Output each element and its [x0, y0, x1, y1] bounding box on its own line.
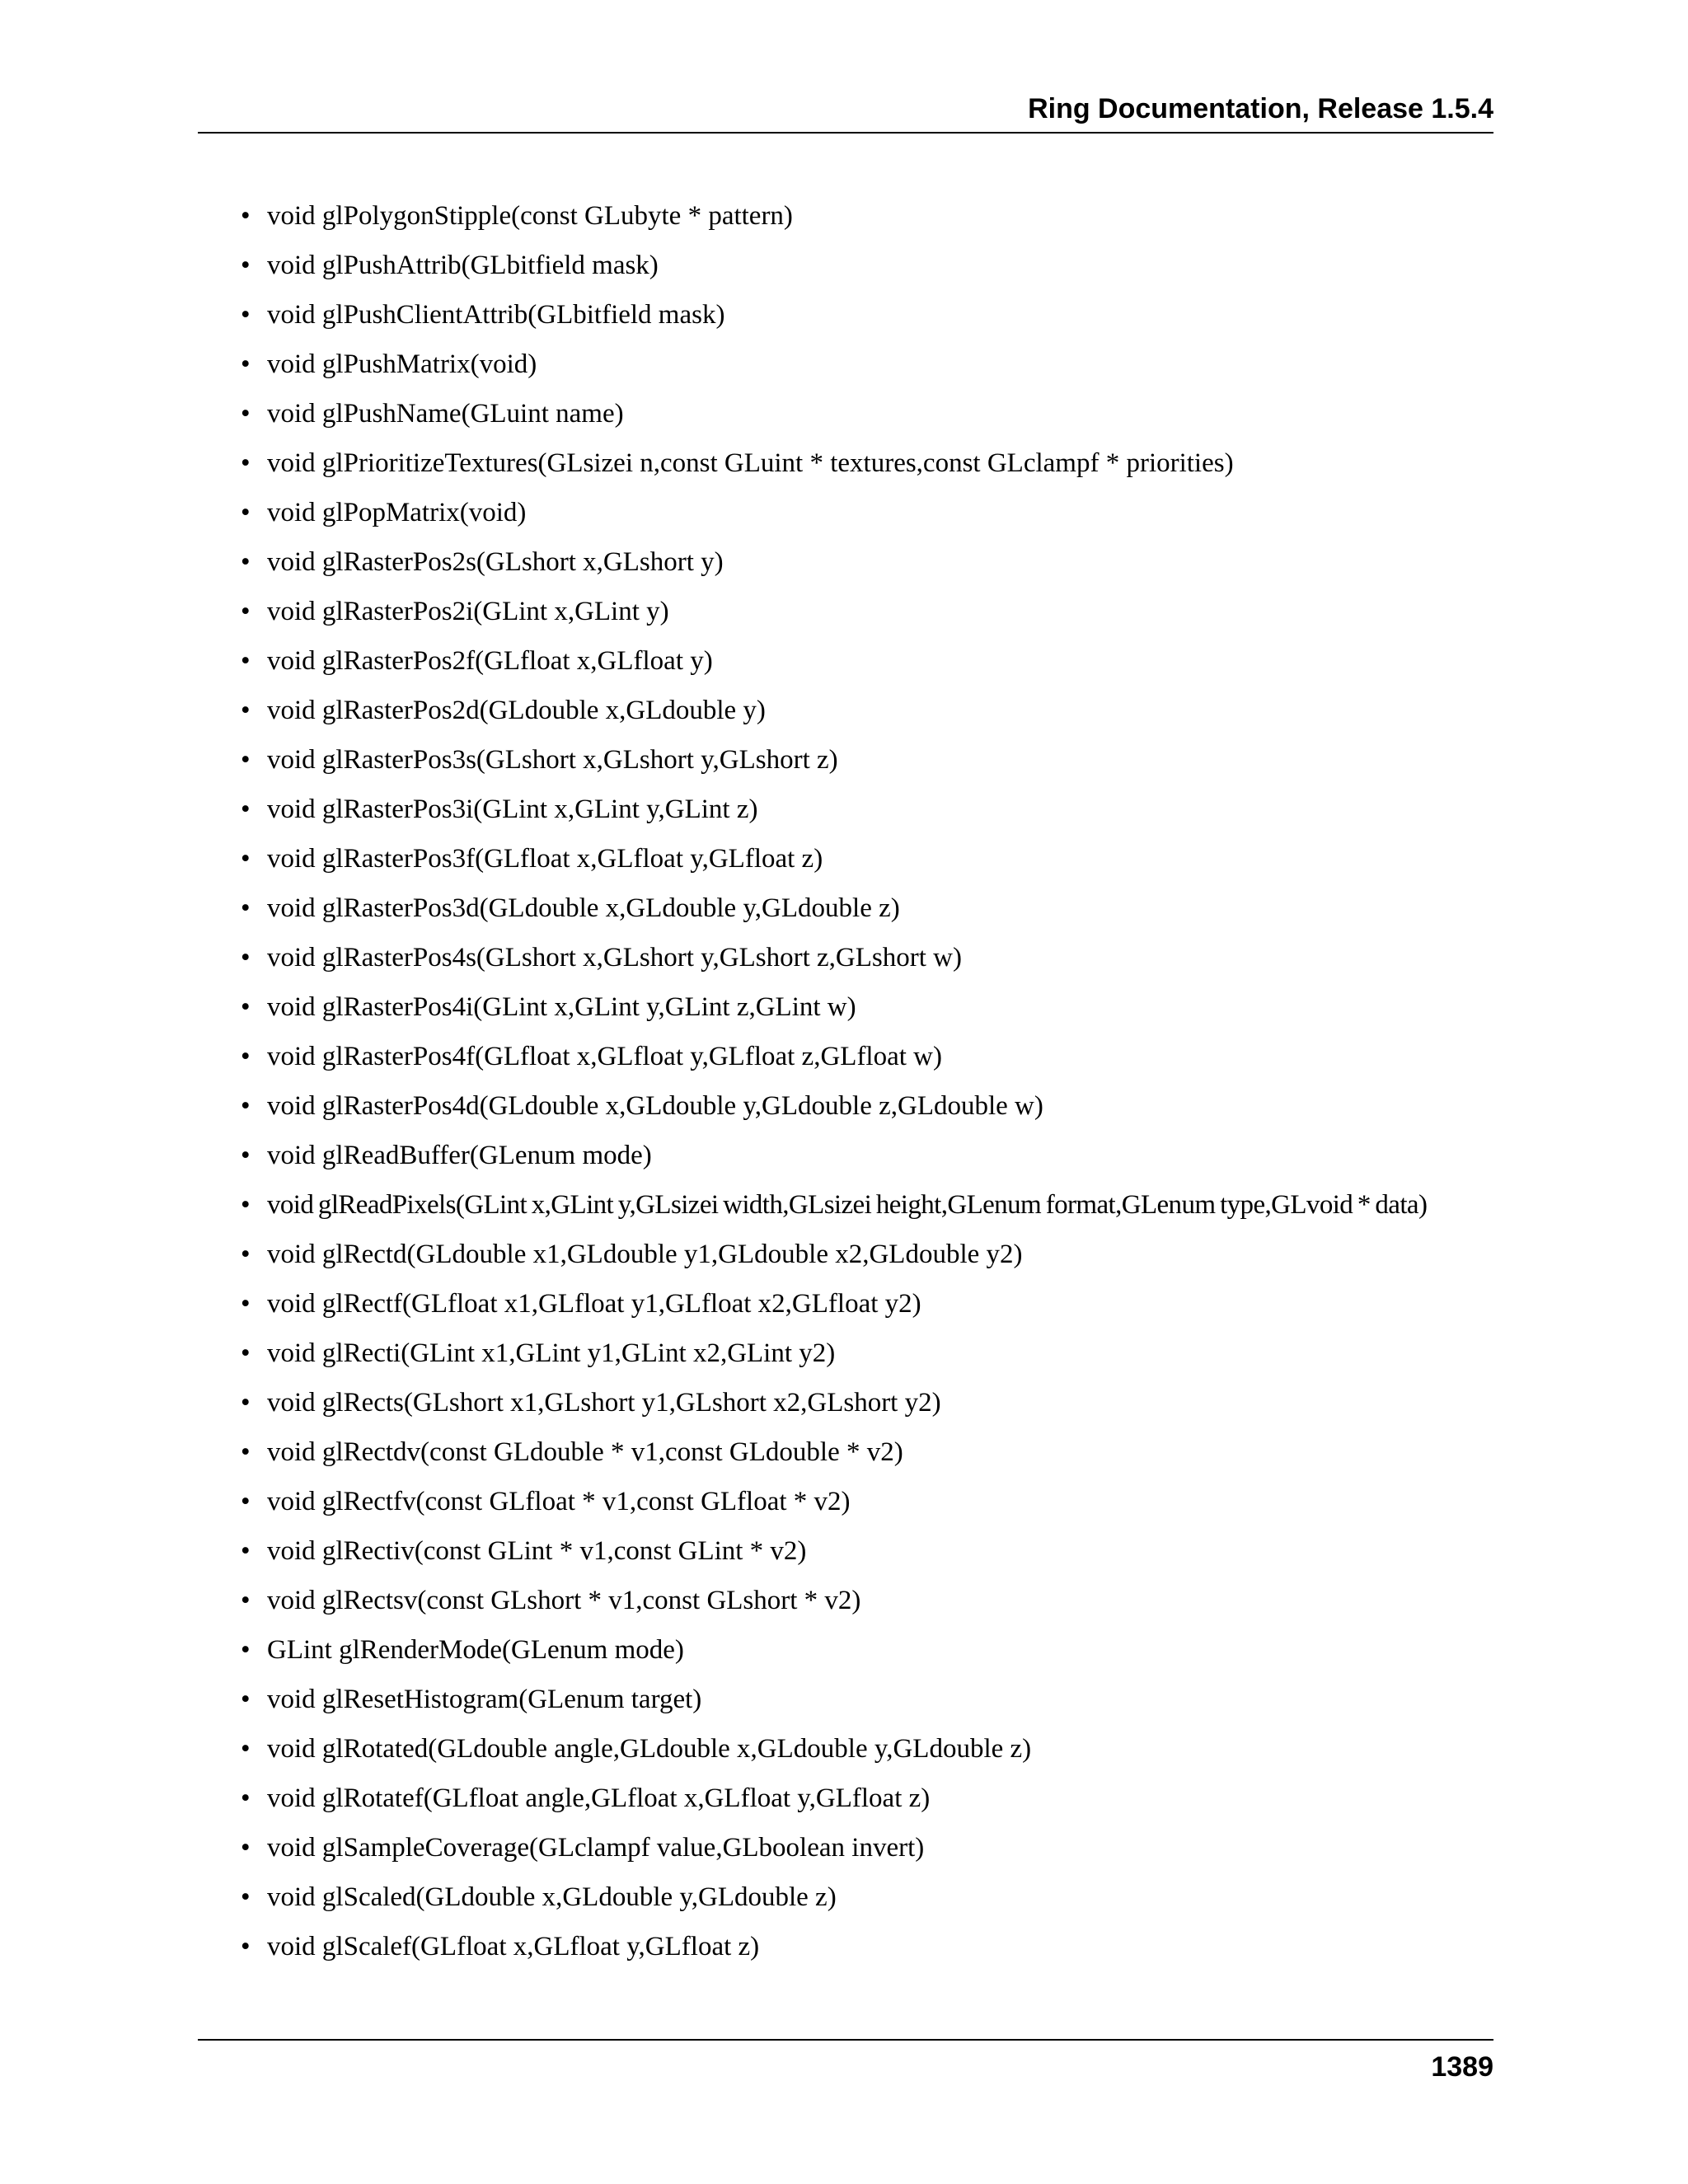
function-signature: void glRasterPos2i(GLint x,GLint y) — [267, 597, 669, 626]
bullet-icon: • — [241, 844, 251, 874]
bullet-icon: • — [241, 201, 251, 231]
function-signature: void glRasterPos3f(GLfloat x,GLfloat y,GLfloat z) — [267, 844, 823, 874]
list-item — [239, 345, 1541, 395]
page-header — [198, 89, 1493, 134]
function-signature: void glPushName(GLuint name) — [267, 399, 624, 429]
function-signature: void glPrioritizeTextures(GLsizei n,const GLuint * textures,const GLclampf * priorities) — [267, 448, 1234, 478]
bullet-icon: • — [241, 646, 251, 676]
bullet-icon: • — [241, 448, 251, 478]
list-item — [239, 1433, 1541, 1483]
bullet-icon: • — [241, 943, 251, 972]
bullet-icon: • — [241, 893, 251, 923]
function-signature: void glSampleCoverage(GLclampf value,GLboolean invert) — [267, 1833, 925, 1863]
document-title: Ring Documentation, Release 1.5.4 — [1028, 93, 1493, 124]
function-signature: void glReadPixels(GLint x,GLint y,GLsizei width,GLsizei height,GLenum format,GLenum type,GLvoid * data) — [267, 1190, 1428, 1220]
function-signature: void glRects(GLshort x1,GLshort y1,GLshort x2,GLshort y2) — [267, 1388, 941, 1418]
list-item — [239, 1779, 1541, 1829]
bullet-icon: • — [241, 745, 251, 775]
bullet-icon: • — [241, 1783, 251, 1813]
page-footer — [198, 2039, 1493, 2083]
bullet-icon: • — [241, 1734, 251, 1764]
list-item — [239, 1334, 1541, 1384]
list-item — [239, 741, 1541, 790]
function-signature: void glScaled(GLdouble x,GLdouble y,GLdouble z) — [267, 1882, 837, 1912]
bullet-icon: • — [241, 349, 251, 379]
list-item — [239, 840, 1541, 889]
list-item — [239, 1532, 1541, 1582]
bullet-icon: • — [241, 1437, 251, 1467]
function-signature: void glRasterPos3s(GLshort x,GLshort y,GLshort z) — [267, 745, 838, 775]
bullet-icon: • — [241, 1240, 251, 1269]
list-item — [239, 1680, 1541, 1730]
function-signature: void glRasterPos4d(GLdouble x,GLdouble y,GLdouble z,GLdouble w) — [267, 1091, 1043, 1121]
bullet-icon: • — [241, 1141, 251, 1170]
bullet-icon: • — [241, 1091, 251, 1121]
function-signature: void glRasterPos2f(GLfloat x,GLfloat y) — [267, 646, 713, 676]
bullet-icon: • — [241, 597, 251, 626]
list-item — [239, 1829, 1541, 1878]
list-item — [239, 1137, 1541, 1186]
function-signature: void glPolygonStipple(const GLubyte * pattern) — [267, 201, 793, 231]
bullet-icon: • — [241, 1289, 251, 1319]
list-item — [239, 1582, 1541, 1631]
list-item — [239, 593, 1541, 642]
bullet-icon: • — [241, 1042, 251, 1071]
list-item — [239, 1038, 1541, 1087]
list-item — [239, 543, 1541, 593]
list-item — [239, 1483, 1541, 1532]
bullet-icon: • — [241, 1487, 251, 1516]
bullet-icon: • — [241, 1882, 251, 1912]
bullet-icon: • — [241, 1536, 251, 1566]
bullet-icon: • — [241, 696, 251, 725]
function-signature: void glPushAttrib(GLbitfield mask) — [267, 251, 659, 280]
list-item — [239, 790, 1541, 840]
function-signature: void glRecti(GLint x1,GLint y1,GLint x2,GLint y2) — [267, 1338, 836, 1368]
function-signature: void glRasterPos4s(GLshort x,GLshort y,GLshort z,GLshort w) — [267, 943, 962, 972]
list-item — [239, 1186, 1541, 1235]
function-signature: void glRectiv(const GLint * v1,const GLint * v2) — [267, 1536, 807, 1566]
function-signature: void glRasterPos4f(GLfloat x,GLfloat y,GLfloat z,GLfloat w) — [267, 1042, 942, 1071]
list-item — [239, 1928, 1541, 1977]
list-item — [239, 1730, 1541, 1779]
function-signature: void glRasterPos2s(GLshort x,GLshort y) — [267, 547, 724, 577]
bullet-icon: • — [241, 300, 251, 330]
list-item — [239, 1087, 1541, 1137]
function-signature: void glRasterPos4i(GLint x,GLint y,GLint z,GLint w) — [267, 992, 856, 1022]
bullet-icon: • — [241, 1635, 251, 1665]
function-signature: void glResetHistogram(GLenum target) — [267, 1685, 702, 1714]
function-signature: void glReadBuffer(GLenum mode) — [267, 1141, 652, 1170]
list-item — [239, 246, 1541, 296]
function-signature: void glRasterPos2d(GLdouble x,GLdouble y) — [267, 696, 766, 725]
list-item — [239, 642, 1541, 691]
bullet-icon: • — [241, 1685, 251, 1714]
function-signature: void glPopMatrix(void) — [267, 498, 527, 527]
bullet-icon: • — [241, 794, 251, 824]
bullet-icon: • — [241, 498, 251, 527]
function-signature: void glRectfv(const GLfloat * v1,const GLfloat * v2) — [267, 1487, 851, 1516]
bullet-icon: • — [241, 992, 251, 1022]
bullet-icon: • — [241, 1388, 251, 1418]
list-item — [239, 889, 1541, 939]
list-item — [239, 197, 1541, 246]
function-signature: void glRectdv(const GLdouble * v1,const GLdouble * v2) — [267, 1437, 903, 1467]
bullet-icon: • — [241, 1338, 251, 1368]
function-signature: void glPushMatrix(void) — [267, 349, 537, 379]
function-signature: void glRasterPos3d(GLdouble x,GLdouble y,GLdouble z) — [267, 893, 900, 923]
function-list — [239, 197, 1541, 1977]
function-signature: void glRotated(GLdouble angle,GLdouble x,GLdouble y,GLdouble z) — [267, 1734, 1032, 1764]
bullet-icon: • — [241, 1932, 251, 1961]
bullet-icon: • — [241, 1833, 251, 1863]
bullet-icon: • — [241, 399, 251, 429]
list-item — [239, 939, 1541, 988]
bullet-icon: • — [241, 1190, 250, 1220]
function-signature: GLint glRenderMode(GLenum mode) — [267, 1635, 684, 1665]
function-signature: void glRectd(GLdouble x1,GLdouble y1,GLdouble x2,GLdouble y2) — [267, 1240, 1023, 1269]
function-signature: void glRasterPos3i(GLint x,GLint y,GLint z) — [267, 794, 758, 824]
list-item — [239, 444, 1541, 494]
page-number: 1389 — [1431, 2051, 1493, 2083]
list-item — [239, 1384, 1541, 1433]
function-signature: void glRectf(GLfloat x1,GLfloat y1,GLfloat x2,GLfloat y2) — [267, 1289, 921, 1319]
list-item — [239, 395, 1541, 444]
list-item — [239, 1235, 1541, 1285]
function-signature: void glRotatef(GLfloat angle,GLfloat x,GLfloat y,GLfloat z) — [267, 1783, 931, 1813]
list-item — [239, 296, 1541, 345]
list-item — [239, 1285, 1541, 1334]
list-item — [239, 988, 1541, 1038]
function-signature: void glRectsv(const GLshort * v1,const GLshort * v2) — [267, 1586, 861, 1615]
bullet-icon: • — [241, 251, 251, 280]
list-item — [239, 494, 1541, 543]
list-item — [239, 1631, 1541, 1680]
bullet-icon: • — [241, 1586, 251, 1615]
function-signature: void glPushClientAttrib(GLbitfield mask) — [267, 300, 725, 330]
list-item — [239, 1878, 1541, 1928]
list-item — [239, 691, 1541, 741]
function-signature: void glScalef(GLfloat x,GLfloat y,GLfloat z) — [267, 1932, 760, 1961]
bullet-icon: • — [241, 547, 251, 577]
